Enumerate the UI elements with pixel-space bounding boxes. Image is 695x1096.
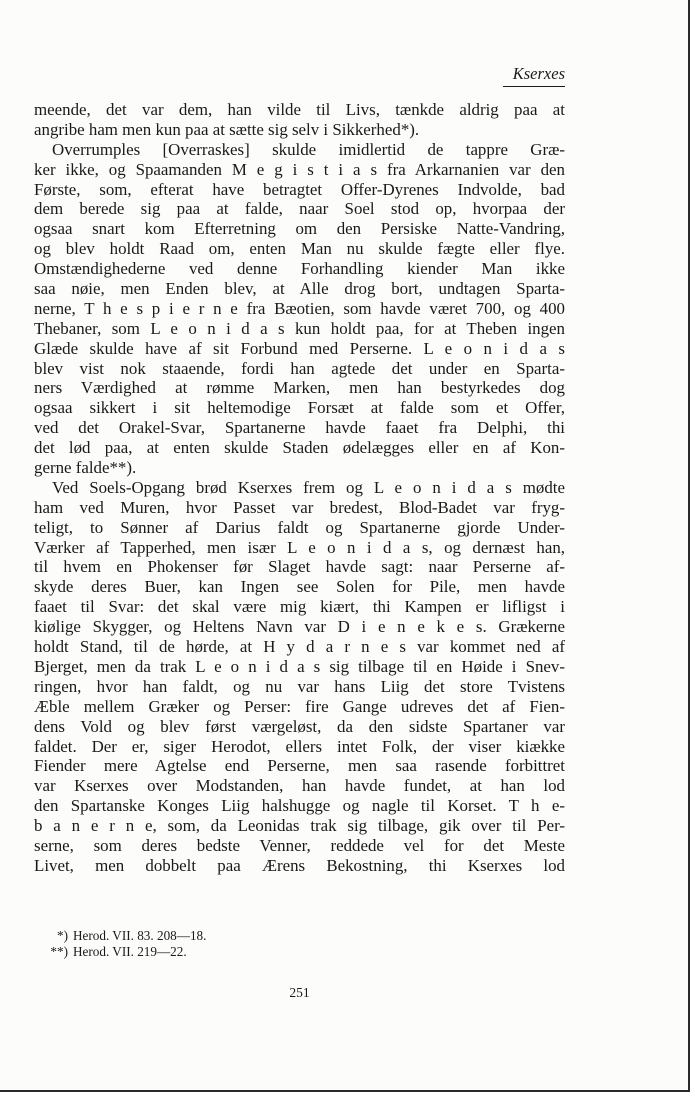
text-line: faaet til Svar: det skal være mig kiært, thi Kampen er lifligst i: [34, 597, 565, 617]
text-line: faldet. Der er, siger Herodot, ellers intet Folk, der viser kiække: [34, 736, 565, 756]
text-line: var Kserxes over Modstanden, han havde fundet, at han lod: [34, 776, 565, 796]
text-line: Ved Soels-Opgang brød Kserxes frem og L e o n i d a s mødte: [52, 477, 565, 497]
footnote-marker: **): [50, 944, 68, 959]
text-line: Bjerget, men da trak L e o n i d a s sig tilbage til en Høide i Snev-: [34, 656, 565, 676]
running-title-rule: [503, 86, 565, 87]
text-line: b a n e r n e, som, da Leonidas trak sig tilbage, gik over til Per-: [34, 816, 565, 836]
text-line: ved det Orakel-Svar, Spartanerne havde faaet fra Delphi, thi: [34, 418, 565, 438]
page-number: 251: [289, 985, 310, 1000]
footnote: [34, 928, 565, 944]
text-line: ogsaa snart kom Efterretning om den Persiske Natte-Vandring,: [34, 219, 565, 239]
text-line: Thebaner, som L e o n i d a s kun holdt paa, for at Theben ingen: [34, 318, 565, 338]
footnote-text: Herod. VII. 83. 208—18.: [73, 928, 207, 943]
text-line: Livet, men dobbelt paa Ærens Bekostning, thi Kserxes lod: [34, 855, 565, 875]
text-line: angribe ham men kun paa at sætte sig selv i Sikkerhed*).: [34, 119, 420, 139]
text-line: ringen, hvor han faldt, og nu var hans Liig det store Tvistens: [34, 676, 565, 696]
text-line: det lød paa, at enten skulde Staden ødelægges eller en af Kon-: [34, 438, 565, 458]
text-line: til hvem en Phokenser før Slaget havde sagt: naar Perserne af-: [34, 557, 565, 577]
footnotes: [34, 928, 565, 960]
text-line: Fiender mere Agtelse end Perserne, men saa rasende forbittret: [34, 756, 565, 776]
text-line: ham ved Muren, hvor Passet var bredest, Blod-Badet var fryg-: [34, 497, 565, 517]
footnote-marker: *): [57, 928, 68, 943]
text-line: Overrumples [Overraskes] skulde imidlertid de tappre Græ-: [52, 139, 565, 159]
text-line: blev vist nok staaende, fordi han agtede det under en Sparta-: [34, 358, 565, 378]
text-line: saa nøie, men Enden blev, at Alle drog bort, undtagen Sparta-: [34, 279, 565, 299]
text-line: serne, som deres bedste Venner, reddede vel for det Meste: [34, 835, 565, 855]
footnote-text: Herod. VII. 219—22.: [73, 944, 187, 959]
text-line: ker ikke, og Spaamanden M e g i s t i a s fra Arkarnanien var den: [34, 159, 565, 179]
text-line: den Spartanske Konges Liig halshugge og nagle til Korset. T h e-: [34, 796, 565, 816]
text-line: dem berede sig paa at falde, naar Soel stod op, hvorpaa der: [34, 199, 565, 219]
text-line: kiølige Skygger, og Heltens Navn var D i e n e k e s. Grækerne: [34, 617, 565, 637]
text-line: nerne, T h e s p i e r n e fra Bæotien, som havde været 700, og 400: [34, 298, 565, 318]
body-text: [34, 100, 565, 876]
text-line: holdt Stand, til de hørde, at H y d a r n e s var kommet ned af: [34, 637, 565, 657]
text-line: teligt, to Sønner af Darius faldt og Spartanerne gjorde Under-: [34, 517, 565, 537]
text-line: ogsaa sikkert i sit heltemodige Forsæt at falde som et Offer,: [34, 398, 565, 418]
text-line: Værker af Tapperhed, men især L e o n i d a s, og dernæst han,: [34, 537, 565, 557]
text-line: og blev holdt Raad om, enten Man nu skulde fægte eller flye.: [34, 239, 565, 259]
text-line: ners Værdighed at rømme Marken, men han bestyrkedes dog: [34, 378, 565, 398]
text-line: Glæde skulde have af sit Forbund med Perserne. L e o n i d a s: [34, 338, 565, 358]
text-line: meende, det var dem, han vilde til Livs, tænkde aldrig paa at: [34, 100, 565, 119]
text-line: gerne falde**).: [34, 458, 137, 478]
text-line: Første, som, efterat have betragtet Offer-Dyrenes Indvolde, bad: [34, 179, 565, 199]
text-line: dens Vold og blev først værgeløst, da den sidste Spartaner var: [34, 716, 565, 736]
text-line: skyde deres Buer, kan Ingen see Solen for Pile, men havde: [34, 577, 565, 597]
running-title: Kserxes: [512, 64, 565, 83]
text-line: Omstændighederne ved denne Forhandling kiender Man ikke: [34, 259, 565, 279]
text-line: Æble mellem Græker og Perser: fire Gange udreves det af Fien-: [34, 696, 565, 716]
footnote: [34, 944, 565, 960]
